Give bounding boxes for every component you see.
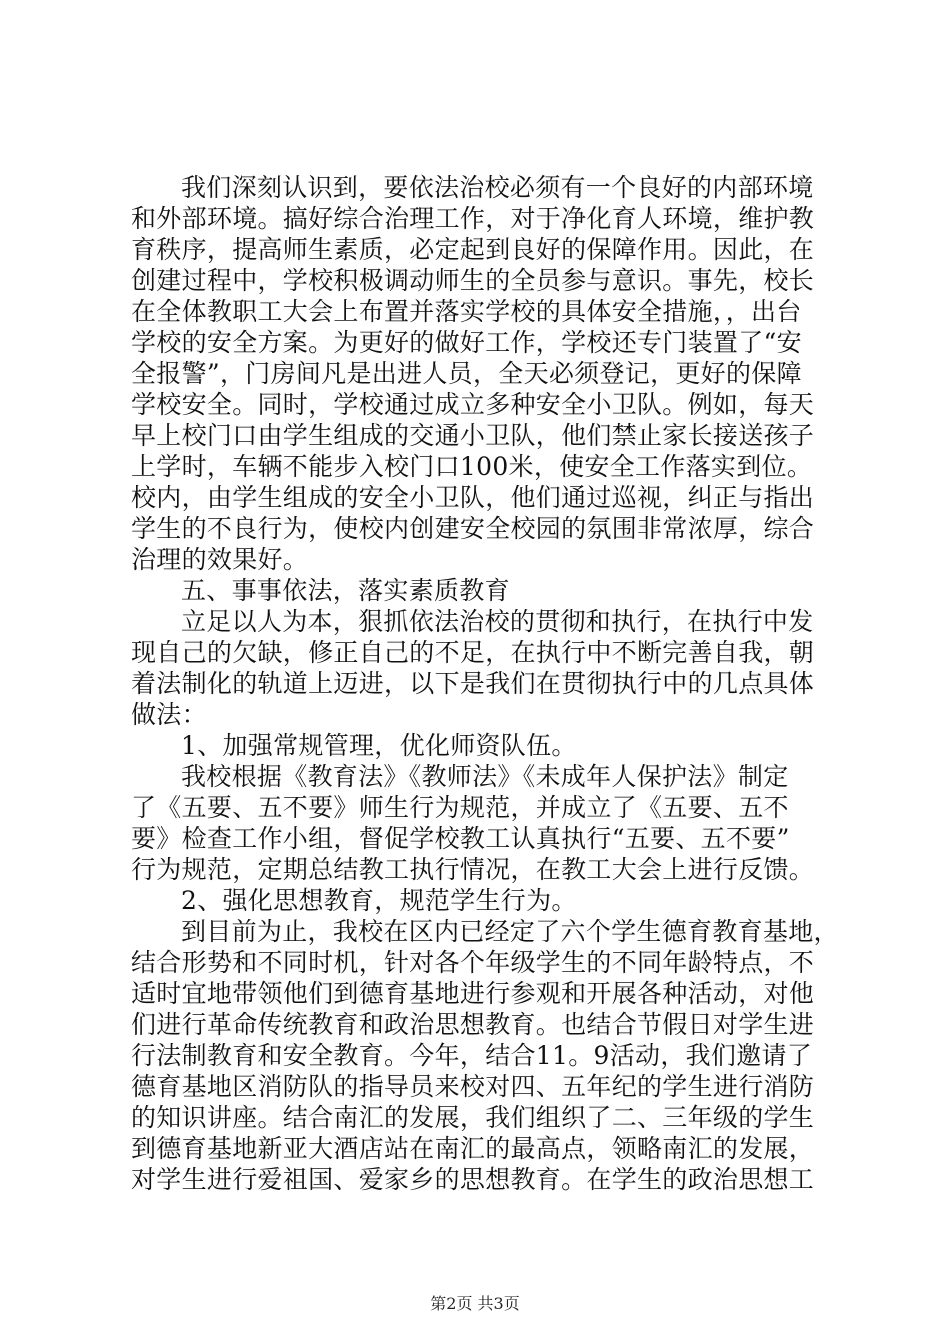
text-line: 1、加强常规管理，优化师资队伍。: [181, 731, 577, 760]
paragraph: [131, 606, 836, 730]
text-line: 在全体教职工大会上布置并落实学校的具体安全措施，，出台: [131, 297, 802, 326]
text-line: 创建过程中，学校积极调动师生的全员参与意识。事先，校长: [131, 266, 815, 295]
text-line: 到德育基地新亚大酒店站在南汇的最高点，领略南汇的发展，: [131, 1134, 815, 1163]
paragraph: [131, 885, 836, 916]
paragraph: [131, 172, 836, 575]
text-line: 全报警”，门房间凡是出进人员，全天必须登记，更好的保障: [131, 359, 802, 388]
text-line: 适时宜地带领他们到德育基地进行参观和开展各种活动，对他: [131, 979, 815, 1008]
paragraph: [131, 916, 839, 1195]
text-line: 做法：: [131, 700, 207, 729]
text-line: 上学时，车辆不能步入校门口100米，使安全工作落实到位。: [131, 452, 813, 481]
text-line: 学校的安全方案。为更好的做好工作，学校还专门装置了“安: [131, 328, 802, 357]
text-line: 校内，由学生组成的安全小卫队，他们通过巡视，纠正与指出: [131, 483, 815, 512]
paragraph: [131, 761, 836, 885]
text-line: 我校根据《教育法》《教师法》《未成年人保护法》制定: [181, 762, 789, 791]
text-line: 的知识讲座。结合南汇的发展，我们组织了二、三年级的学生: [131, 1103, 815, 1132]
paragraph: [131, 575, 836, 606]
text-line: 行为规范，定期总结教工执行情况，在教工大会上进行反馈。: [131, 855, 815, 884]
text-line: 学生的不良行为，使校内创建安全校园的氛围非常浓厚，综合: [131, 514, 815, 543]
text-line: 们进行革命传统教育和政治思想教育。也结合节假日对学生进: [131, 1010, 815, 1039]
text-line: 2、强化思想教育，规范学生行为。: [181, 886, 577, 915]
text-line: 我们深刻认识到，要依法治校必须有一个良好的内部环境: [181, 173, 814, 202]
text-line: 到目前为止，我校在区内已经定了六个学生德育教育基地，: [181, 917, 839, 946]
text-line: 德育基地区消防队的指导员来校对四、五年纪的学生进行消防: [131, 1072, 815, 1101]
document-body: [131, 172, 839, 1195]
text-line: 学校安全。同时，学校通过成立多种安全小卫队。例如，每天: [131, 390, 815, 419]
page-footer: 第2页 共3页: [430, 1294, 520, 1313]
text-line: 了《五要、五不要》师生行为规范，并成立了《五要、五不: [131, 793, 789, 822]
text-line: 和外部环境。搞好综合治理工作，对于净化育人环境，维护教: [131, 204, 815, 233]
text-line: 着法制化的轨道上迈进，以下是我们在贯彻执行中的几点具体: [131, 669, 815, 698]
text-line: 行法制教育和安全教育。今年，结合11。9活动，我们邀请了: [131, 1041, 813, 1070]
text-line: 立足以人为本，狠抓依法治校的贯彻和执行，在执行中发: [181, 607, 814, 636]
text-line: 现自己的欠缺，修正自己的不足，在执行中不断完善自我，朝: [131, 638, 815, 667]
text-line: 五、事事依法，落实素质教育: [181, 576, 510, 605]
text-line: 治理的效果好。: [131, 545, 309, 574]
text-line: 对学生进行爱祖国、爱家乡的思想教育。在学生的政治思想工: [131, 1165, 815, 1194]
text-line: 育秩序，提高师生素质，必定起到良好的保障作用。因此，在: [131, 235, 815, 264]
text-line: 早上校门口由学生组成的交通小卫队，他们禁止家长接送孩子: [131, 421, 815, 450]
text-line: 要》检查工作小组，督促学校教工认真执行“五要、五不要”: [131, 824, 790, 853]
text-line: 结合形势和不同时机，针对各个年级学生的不同年龄特点，不: [131, 948, 815, 977]
paragraph: [131, 730, 836, 761]
